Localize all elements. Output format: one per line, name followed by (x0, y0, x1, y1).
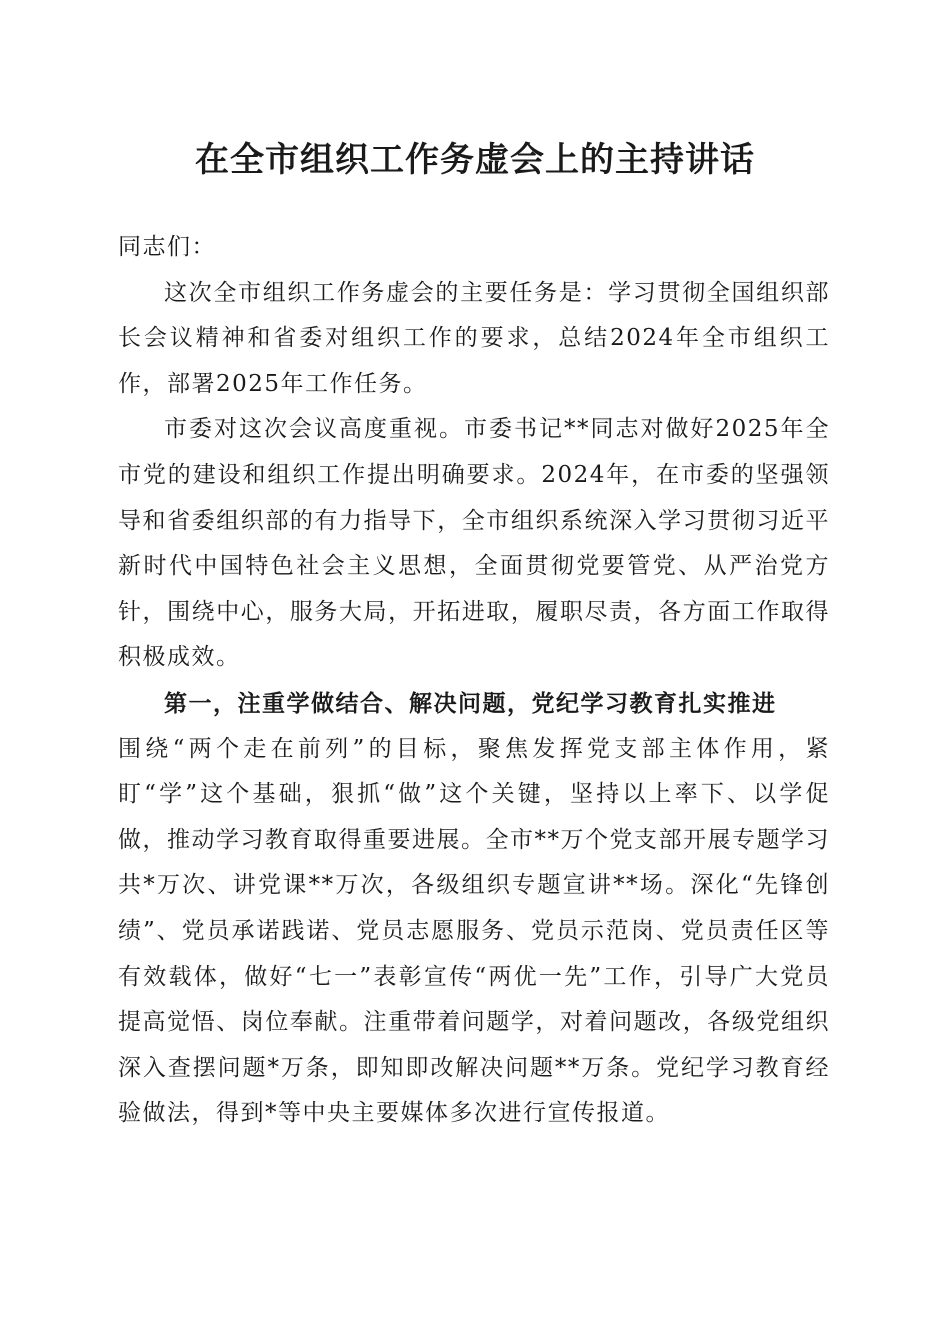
section-one-heading: 第一，注重学做结合、解决问题，党纪学习教育扎实推进 (164, 689, 777, 717)
document-body (118, 225, 830, 1137)
section-one (118, 681, 830, 1137)
section-one-body: 围绕“两个走在前列”的目标，聚焦发挥党支部主体作用，紧盯“学”这个基础，狠抓“做”这个关键，坚持以上率下、以学促做，推动学习教育取得重要进展。全市**万个党支部开展专题学习共*万次、讲党课**万次，各级组织专题宣讲**场。深化“先锋创绩”、党员承诺践诺、党员志愿服务、党员示范岗、党员责任区等有效载体，做好“七一”表彰宣传“两优一先”工作，引导广大党员提高觉悟、岗位奉献。注重带着问题学，对着问题改，各级党组织深入查摆问题*万条，即知即改解决问题**万条。党纪学习教育经验做法，得到*等中央主要媒体多次进行宣传报道。 (118, 735, 830, 1127)
paragraph-meeting-tasks: 这次全市组织工作务虚会的主要任务是：学习贯彻全国组织部长会议精神和省委对组织工作的要求，总结2024年全市组织工作，部署2025年工作任务。 (118, 279, 830, 397)
document-title: 在全市组织工作务虚会上的主持讲话 (195, 140, 755, 180)
paragraph-achievements: 市委对这次会议高度重视。市委书记**同志对做好2025年全市党的建设和组织工作提出明确要求。2024年，在市委的坚强领导和省委组织部的有力指导下，全市组织系统深入学习贯彻习近平新时代中国特色社会主义思想，全面贯彻党要管党、从严治党方针，围绕中心，服务大局，开拓进取，履职尽责，各方面工作取得积极成效。 (118, 416, 830, 671)
salutation: 同志们： (118, 234, 216, 260)
